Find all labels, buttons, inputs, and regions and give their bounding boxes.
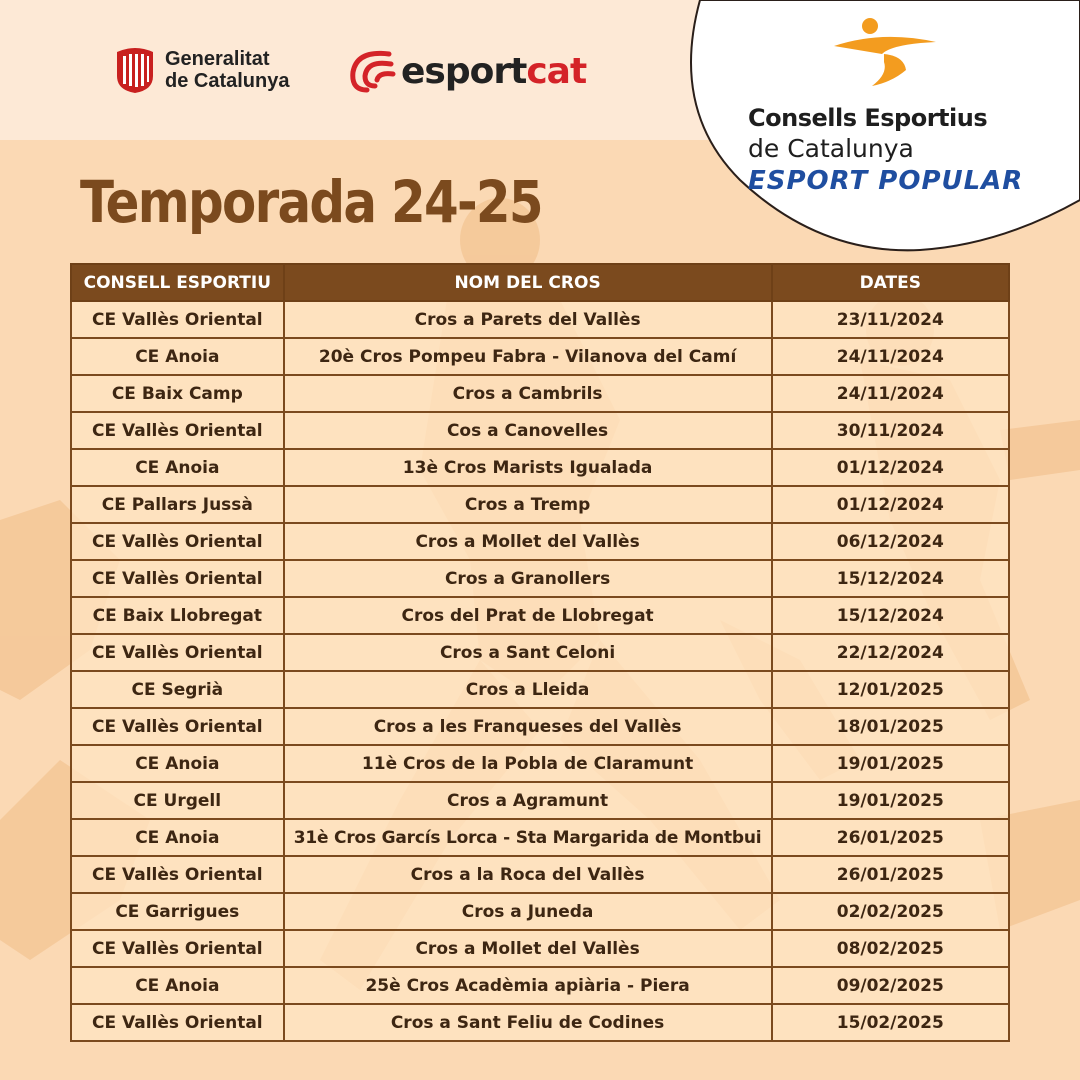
cell-cros: 31è Cros Garcís Lorca - Sta Margarida de Montbui <box>284 819 772 856</box>
cell-consell: CE Vallès Oriental <box>71 412 284 449</box>
cell-cros: 20è Cros Pompeu Fabra - Vilanova del Camí <box>284 338 772 375</box>
cell-cros: Cros a Mollet del Vallès <box>284 930 772 967</box>
cell-date: 19/01/2025 <box>772 782 1009 819</box>
cell-date: 15/02/2025 <box>772 1004 1009 1041</box>
cell-cros: Cros a Lleida <box>284 671 772 708</box>
consells-subtitle: de Catalunya <box>748 134 914 163</box>
cell-consell: CE Vallès Oriental <box>71 301 284 338</box>
cell-date: 15/12/2024 <box>772 597 1009 634</box>
table-row <box>71 597 1009 634</box>
table-row <box>71 967 1009 1004</box>
table-row <box>71 375 1009 412</box>
cell-cros: 11è Cros de la Pobla de Claramunt <box>284 745 772 782</box>
esportcat-word-esport: esport <box>401 50 527 92</box>
cell-date: 19/01/2025 <box>772 745 1009 782</box>
cell-cros: Cros a Mollet del Vallès <box>284 523 772 560</box>
table-row <box>71 708 1009 745</box>
page-title: Temporada 24-25 <box>80 168 542 236</box>
cell-cros: Cros a Juneda <box>284 893 772 930</box>
cell-cros: Cros a les Franqueses del Vallès <box>284 708 772 745</box>
cell-consell: CE Baix Camp <box>71 375 284 412</box>
cell-consell: CE Baix Llobregat <box>71 597 284 634</box>
cell-consell: CE Anoia <box>71 819 284 856</box>
table-row <box>71 819 1009 856</box>
cell-date: 15/12/2024 <box>772 560 1009 597</box>
cell-date: 24/11/2024 <box>772 375 1009 412</box>
cell-consell: CE Vallès Oriental <box>71 856 284 893</box>
cell-cros: Cros a Tremp <box>284 486 772 523</box>
table-row <box>71 782 1009 819</box>
cell-cros: Cros a Granollers <box>284 560 772 597</box>
cell-consell: CE Vallès Oriental <box>71 560 284 597</box>
cell-date: 30/11/2024 <box>772 412 1009 449</box>
esport-popular-tag: ESPORT POPULAR <box>748 166 1024 196</box>
generalitat-line2: de Catalunya <box>165 70 290 92</box>
cell-consell: CE Anoia <box>71 745 284 782</box>
cell-cros: Cros a Parets del Vallès <box>284 301 772 338</box>
table-row <box>71 338 1009 375</box>
table-row <box>71 930 1009 967</box>
table-row <box>71 856 1009 893</box>
generalitat-line1: Generalitat <box>165 48 270 70</box>
cell-date: 26/01/2025 <box>772 819 1009 856</box>
header-dates: DATES <box>772 264 1009 301</box>
cell-cros: Cros a Agramunt <box>284 782 772 819</box>
table-row <box>71 301 1009 338</box>
table-row <box>71 560 1009 597</box>
cell-date: 08/02/2025 <box>772 930 1009 967</box>
table-header-row <box>71 264 1009 301</box>
cell-date: 22/12/2024 <box>772 634 1009 671</box>
table-row <box>71 671 1009 708</box>
cell-cros: Cros a Sant Feliu de Codines <box>284 1004 772 1041</box>
table-row <box>71 745 1009 782</box>
cell-date: 09/02/2025 <box>772 967 1009 1004</box>
cell-consell: CE Anoia <box>71 338 284 375</box>
cell-cros: 25è Cros Acadèmia apiària - Piera <box>284 967 772 1004</box>
consells-runner-icon <box>832 16 938 88</box>
cell-date: 06/12/2024 <box>772 523 1009 560</box>
cell-consell: CE Vallès Oriental <box>71 708 284 745</box>
cell-consell: CE Segrià <box>71 671 284 708</box>
cell-date: 12/01/2025 <box>772 671 1009 708</box>
esportcat-word-cat: cat <box>526 50 587 92</box>
cell-consell: CE Anoia <box>71 449 284 486</box>
table-row <box>71 893 1009 930</box>
cell-cros: Cros a Cambrils <box>284 375 772 412</box>
cell-cros: Cros del Prat de Llobregat <box>284 597 772 634</box>
cell-consell: CE Vallès Oriental <box>71 634 284 671</box>
table-row <box>71 486 1009 523</box>
cell-date: 02/02/2025 <box>772 893 1009 930</box>
table-row <box>71 523 1009 560</box>
cell-consell: CE Urgell <box>71 782 284 819</box>
cell-date: 24/11/2024 <box>772 338 1009 375</box>
header-consell-esportiu: CONSELL ESPORTIU <box>71 264 284 301</box>
cell-cros: Cros a Sant Celoni <box>284 634 772 671</box>
table-row <box>71 449 1009 486</box>
cell-cros: 13è Cros Marists Igualada <box>284 449 772 486</box>
cell-date: 26/01/2025 <box>772 856 1009 893</box>
table-row <box>71 1004 1009 1041</box>
header-nom-del-cros: NOM DEL CROS <box>284 264 772 301</box>
cell-consell: CE Vallès Oriental <box>71 523 284 560</box>
cell-cros: Cros a la Roca del Vallès <box>284 856 772 893</box>
cell-date: 01/12/2024 <box>772 486 1009 523</box>
cell-date: 23/11/2024 <box>772 301 1009 338</box>
cell-consell: CE Anoia <box>71 967 284 1004</box>
cell-consell: CE Vallès Oriental <box>71 930 284 967</box>
cell-consell: CE Pallars Jussà <box>71 486 284 523</box>
cell-consell: CE Garrigues <box>71 893 284 930</box>
cell-consell: CE Vallès Oriental <box>71 1004 284 1041</box>
table-row <box>71 412 1009 449</box>
cell-date: 18/01/2025 <box>772 708 1009 745</box>
cross-calendar-table <box>70 263 1010 1042</box>
cell-date: 01/12/2024 <box>772 449 1009 486</box>
consells-name: Consells Esportius <box>748 104 988 132</box>
cell-cros: Cos a Canovelles <box>284 412 772 449</box>
table-row <box>71 634 1009 671</box>
